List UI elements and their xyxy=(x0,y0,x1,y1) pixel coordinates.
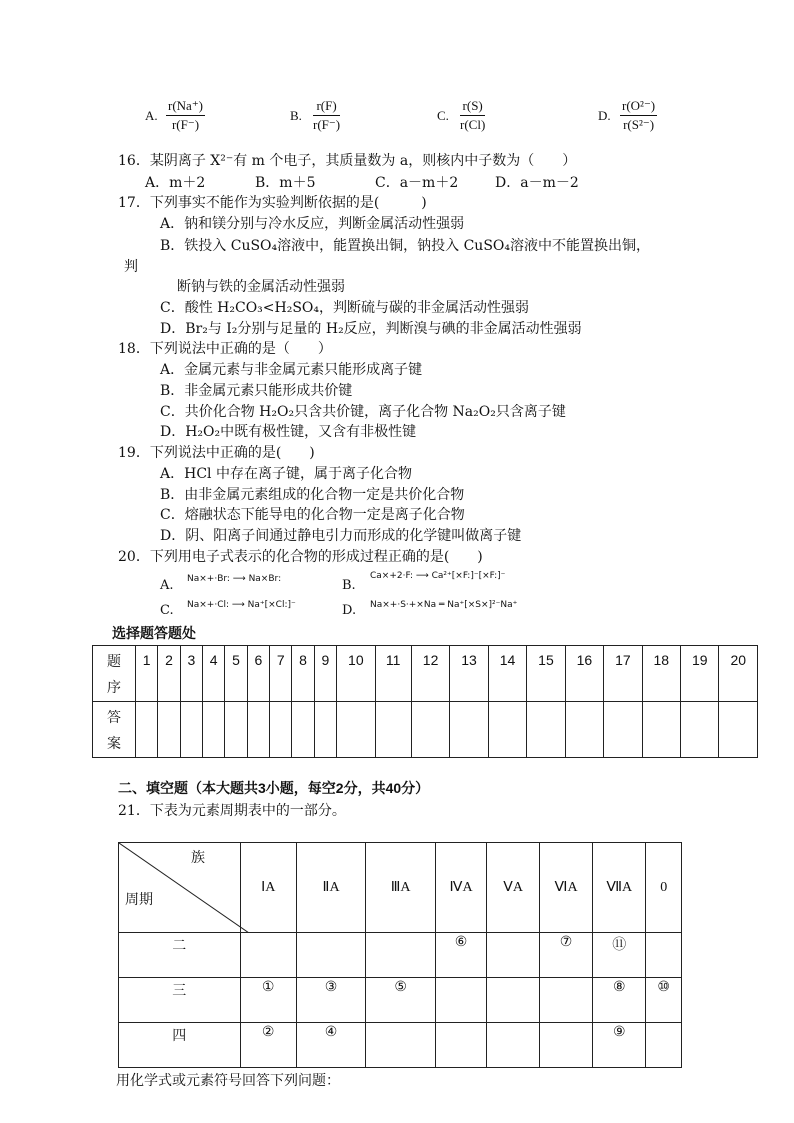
answer-cell[interactable] xyxy=(203,702,225,758)
element-cell xyxy=(540,1023,593,1068)
period-row xyxy=(119,978,682,1023)
diagonal-line xyxy=(119,843,249,933)
group-header: ⅤA xyxy=(487,843,540,933)
answer-sheet-answer-row xyxy=(93,702,758,758)
answer-number: 14 xyxy=(488,646,526,702)
q15-option-c-label: C. xyxy=(437,108,449,123)
answer-sheet-table xyxy=(92,645,758,758)
answer-cell[interactable] xyxy=(604,702,642,758)
element-cell xyxy=(366,1023,436,1068)
q18-option-b: B．非金属元素只能形成共价键 xyxy=(160,383,353,399)
answer-number: 7 xyxy=(270,646,292,702)
answer-cell[interactable] xyxy=(225,702,247,758)
q15-option-a-label: A. xyxy=(145,108,158,123)
q19-option-b: B．由非金属元素组成的化合物一定是共价化合物 xyxy=(160,487,465,503)
element-cell xyxy=(487,933,540,978)
element-cell xyxy=(296,933,365,978)
q20-option-c-equation: Na×+·Cl: ⟶ Na⁺[×Cl:]⁻ xyxy=(187,600,296,610)
row2-label-char1: 答 xyxy=(107,708,121,725)
q15-b-denominator: r(F⁻) xyxy=(313,117,341,132)
element-cell xyxy=(435,978,486,1023)
periodic-table xyxy=(118,842,682,1068)
element-cell: ⑦ xyxy=(540,933,593,978)
period-row xyxy=(119,1023,682,1068)
answer-number: 6 xyxy=(247,646,269,702)
answer-number: 18 xyxy=(642,646,680,702)
answer-cell[interactable] xyxy=(292,702,314,758)
period-label: 四 xyxy=(119,1023,241,1068)
q18-option-d: D．H₂O₂中既有极性键，又含有非极性键 xyxy=(160,424,417,440)
answer-cell[interactable] xyxy=(527,702,565,758)
q15-option-c-fraction xyxy=(460,98,485,133)
corner-period-label: 周期 xyxy=(125,893,153,908)
q17-option-b: B．铁投入 CuSO₄溶液中，能置换出铜，钠投入 CuSO₄溶液中不能置换出铜， xyxy=(160,238,651,254)
q15-d-denominator: r(S²⁻) xyxy=(623,117,655,132)
q15-c-denominator: r(Cl) xyxy=(460,117,486,132)
answer-number: 1 xyxy=(136,646,158,702)
q15-d-numerator: r(O²⁻) xyxy=(620,98,657,116)
q20-stem: 20．下列用电子式表示的化合物的形成过程正确的是( ) xyxy=(118,549,483,565)
answer-sheet-row1-label xyxy=(93,646,136,702)
answer-number: 17 xyxy=(604,646,642,702)
row1-label-char1: 题 xyxy=(107,652,121,669)
group-header: 0 xyxy=(646,843,682,933)
q20-option-d-label: D. xyxy=(342,603,357,618)
element-cell xyxy=(435,1023,486,1068)
answer-cell[interactable] xyxy=(565,702,603,758)
q17-stem: 17．下列事实不能作为实验判断依据的是( ) xyxy=(118,195,427,211)
q15-option-a-fraction xyxy=(166,98,205,133)
answer-sheet-title: 选择题答题处 xyxy=(112,625,196,641)
answer-number: 20 xyxy=(719,646,758,702)
period-row xyxy=(119,933,682,978)
element-cell: ⑧ xyxy=(593,978,646,1023)
element-cell xyxy=(646,933,682,978)
q15-option-b-label: B. xyxy=(290,108,302,123)
answer-sheet-row2-label xyxy=(93,702,136,758)
q17-option-a: A．钠和镁分别与冷水反应，判断金属活动性强弱 xyxy=(160,216,465,232)
answer-number: 3 xyxy=(180,646,202,702)
footer-instruction: 用化学式或元素符号回答下列问题： xyxy=(116,1073,340,1089)
element-cell: ⑤ xyxy=(366,978,436,1023)
group-header: ⅣA xyxy=(435,843,486,933)
answer-cell[interactable] xyxy=(314,702,336,758)
corner-group-label: 族 xyxy=(191,851,205,866)
q20-option-b-label: B. xyxy=(342,578,356,593)
q16-option-a: A．m＋2 xyxy=(145,175,206,191)
q17-option-b-cont: 断钠与铁的金属活动性强弱 xyxy=(177,279,345,295)
answer-number: 5 xyxy=(225,646,247,702)
row2-label-char2: 案 xyxy=(107,734,121,751)
element-cell xyxy=(487,1023,540,1068)
q15-option-d-fraction xyxy=(620,98,657,133)
q20-option-a-equation: Na×+·Br: ⟶ Na×Br: xyxy=(187,574,282,584)
element-cell: ④ xyxy=(296,1023,365,1068)
answer-number: 4 xyxy=(203,646,225,702)
q16-option-b: B．m＋5 xyxy=(255,175,316,191)
element-cell: ⑩ xyxy=(646,978,682,1023)
answer-number: 12 xyxy=(411,646,449,702)
q18-stem: 18．下列说法中正确的是（ ） xyxy=(118,341,332,357)
periodic-table-corner xyxy=(119,843,241,933)
q17-option-d: D．Br₂与 I₂分别与足量的 H₂反应，判断溴与碘的非金属活动性强弱 xyxy=(160,321,582,337)
answer-cell[interactable] xyxy=(375,702,411,758)
answer-cell[interactable] xyxy=(642,702,680,758)
q17-option-b-wrap: 判 xyxy=(124,259,138,275)
q15-a-denominator: r(F⁻) xyxy=(171,117,200,132)
q20-option-c-label: C. xyxy=(160,603,174,618)
answer-number: 19 xyxy=(681,646,719,702)
answer-number: 15 xyxy=(527,646,565,702)
answer-cell[interactable] xyxy=(136,702,158,758)
answer-number: 2 xyxy=(158,646,180,702)
element-cell: ② xyxy=(240,1023,296,1068)
group-header: ⅡA xyxy=(296,843,365,933)
q20-option-d-equation: Na×+·S·+×Na ═ Na⁺[×S×]²⁻Na⁺ xyxy=(370,600,518,610)
answer-cell[interactable] xyxy=(719,702,758,758)
answer-number: 10 xyxy=(337,646,375,702)
element-cell: ③ xyxy=(296,978,365,1023)
answer-cell[interactable] xyxy=(270,702,292,758)
q15-c-numerator: r(S) xyxy=(460,98,485,116)
answer-cell[interactable] xyxy=(681,702,719,758)
answer-cell[interactable] xyxy=(337,702,375,758)
answer-number: 8 xyxy=(292,646,314,702)
q15-option-b-fraction xyxy=(313,98,340,133)
answer-sheet-number-row xyxy=(93,646,758,702)
q18-option-a: A．金属元素与非金属元素只能形成离子键 xyxy=(160,362,423,378)
answer-cell[interactable] xyxy=(158,702,180,758)
group-header: ⅦA xyxy=(593,843,646,933)
answer-number: 16 xyxy=(565,646,603,702)
period-label: 三 xyxy=(119,978,241,1023)
answer-cell[interactable] xyxy=(180,702,202,758)
answer-cell[interactable] xyxy=(247,702,269,758)
element-cell xyxy=(240,933,296,978)
q16-stem: 16．某阴离子 X²⁻有 m 个电子，其质量数为 a，则核内中子数为（ ） xyxy=(118,153,577,169)
q20-option-b-equation: Ca×+2·F: ⟶ Ca²⁺[×F:]⁻[×F:]⁻ xyxy=(370,571,506,581)
q20-option-a-label: A. xyxy=(160,578,174,593)
q21-stem: 21．下表为元素周期表中的一部分。 xyxy=(118,803,346,819)
q15-option-d-label: D. xyxy=(598,108,611,123)
q16-option-d: D．a－m－2 xyxy=(495,175,579,191)
period-label: 二 xyxy=(119,933,241,978)
q18-option-c: C．共价化合物 H₂O₂只含共价键，离子化合物 Na₂O₂只含离子键 xyxy=(160,404,566,420)
element-cell xyxy=(540,978,593,1023)
element-cell: ⑪ xyxy=(593,933,646,978)
periodic-table-header-row xyxy=(119,843,682,933)
q19-option-c: C．熔融状态下能导电的化合物一定是离子化合物 xyxy=(160,507,465,523)
q19-option-a: A．HCl 中存在离子键，属于离子化合物 xyxy=(160,466,412,482)
q16-option-c: C．a－m＋2 xyxy=(375,175,459,191)
q17-option-c: C．酸性 H₂CO₃<H₂SO₄，判断硫与碳的非金属活动性强弱 xyxy=(160,300,530,316)
q19-option-d: D．阴、阳离子间通过静电引力而形成的化学键叫做离子键 xyxy=(160,528,522,544)
answer-cell[interactable] xyxy=(488,702,526,758)
answer-number: 11 xyxy=(375,646,411,702)
group-header: ⅢA xyxy=(366,843,436,933)
element-cell xyxy=(646,1023,682,1068)
group-header: ⅠA xyxy=(240,843,296,933)
answer-number: 9 xyxy=(314,646,336,702)
row1-label-char2: 序 xyxy=(107,678,121,695)
answer-cell[interactable] xyxy=(411,702,449,758)
element-cell: ⑥ xyxy=(435,933,486,978)
answer-number: 13 xyxy=(450,646,488,702)
q19-stem: 19．下列说法中正确的是( ) xyxy=(118,445,315,461)
q15-b-numerator: r(F) xyxy=(313,98,340,116)
element-cell xyxy=(487,978,540,1023)
element-cell xyxy=(366,933,436,978)
section2-heading: 二、填空题（本大题共3小题，每空2分，共40分） xyxy=(118,780,430,796)
group-header: ⅥA xyxy=(540,843,593,933)
element-cell: ⑨ xyxy=(593,1023,646,1068)
q15-a-numerator: r(Na⁺) xyxy=(166,98,205,116)
element-cell: ① xyxy=(240,978,296,1023)
answer-cell[interactable] xyxy=(450,702,488,758)
